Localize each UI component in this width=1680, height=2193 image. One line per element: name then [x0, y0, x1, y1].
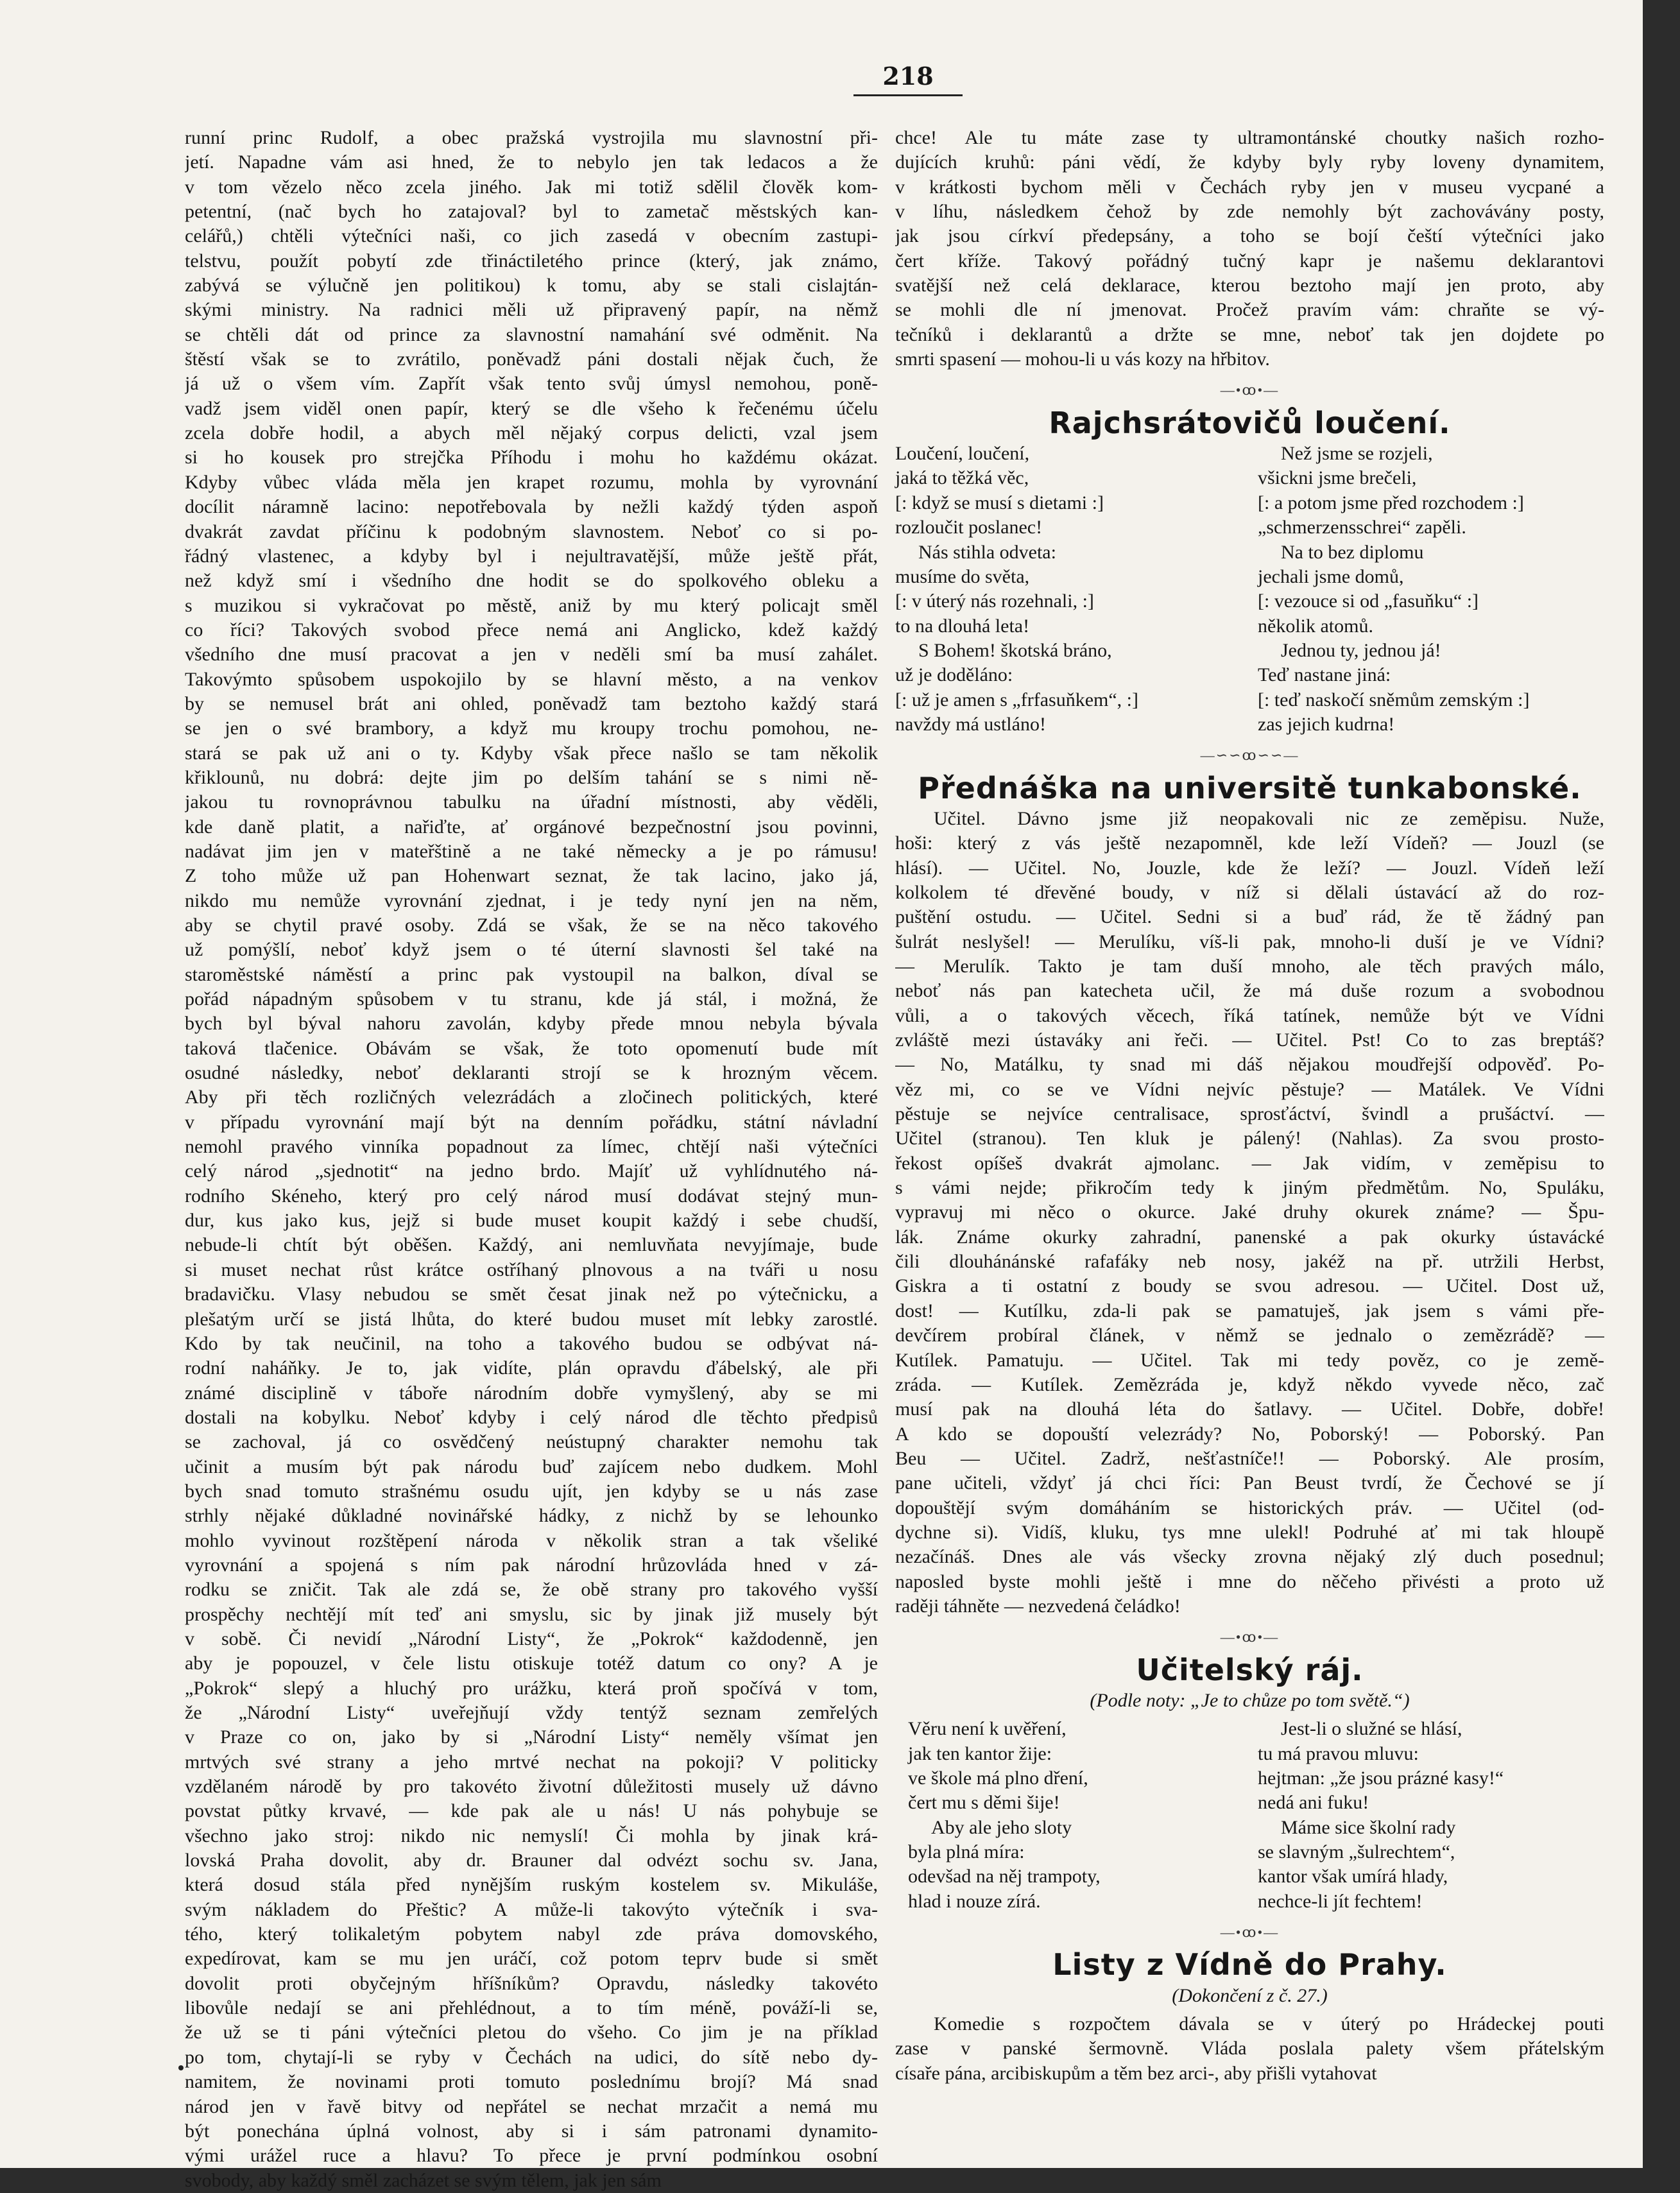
- text-line: svobody, aby každý směl zacházet se svým tělem, jak jen sám: [185, 2169, 662, 2191]
- verse-line: [: v úterý nás rozehnali, :]: [895, 590, 1094, 612]
- text-line: raději táhněte — nezvedená čeládko!: [895, 1595, 1181, 1617]
- verse-line: [: když se musí s dietami :]: [895, 492, 1104, 513]
- ornament-divider: —•ꝏ•—: [1220, 1629, 1280, 1646]
- verse-line: Nás stihla odveta:: [918, 541, 1056, 563]
- text-line: dopouštějí svým domáháním se historických práv. — Učitel (od-: [895, 1497, 1604, 1518]
- text-line: hlásí). — Učitel. No, Jouzle, kde že leží? — Jouzl. Vídeň leží: [895, 857, 1604, 879]
- text-line: Giskra a ti ostatní z boudy se svou adresou. — Učitel. Dost už,: [895, 1275, 1604, 1297]
- verse-line: Věru není k uvěření,: [908, 1718, 1067, 1740]
- verse-line: odevšad na něj trampoty,: [908, 1866, 1101, 1888]
- poem-teacher: [895, 1717, 1604, 1914]
- text-line: nadávat jim jen v mateřštině a ne také německy a je po rámusu!: [185, 840, 878, 862]
- text-line: jakou tu rovnoprávnou tabulku na úřadní místnosti, aby věděli,: [185, 791, 878, 813]
- text-line: Kdo by tak neučinil, na toho a takového budou se odbývat ná-: [185, 1332, 878, 1354]
- text-line: učinit a musím být pak národu buď zajícem nebo dudkem. Mohl: [185, 1456, 878, 1477]
- text-line: dychne si). Vidíš, kluku, tys mne ulekl! Podruhé ať mi tak hloupě: [895, 1521, 1604, 1543]
- text-line: Kdyby vůbec vláda měla jen krapet rozumu, mohla by vyrovnání: [185, 471, 878, 493]
- verse-line: hejtman: „že jsou prázné kasy!“: [1258, 1767, 1504, 1789]
- verse-line: kantor však umírá hlady,: [1258, 1866, 1448, 1888]
- verse-line: [: a potom jsme před rozchodem :]: [1258, 492, 1524, 513]
- verse-line: Než jsme se rozjeli,: [1281, 443, 1433, 465]
- text-line: si ho kousek pro strejčka Příhodu i mohu ho každému okázat.: [185, 447, 878, 469]
- text-line: Beu — Učitel. Zadrž, nešťastníče!! — Poborský. Ale prosím,: [895, 1447, 1604, 1469]
- text-line: štěstí však se to zvrátilo, poněvadž páni dostali nějak čuch, že: [185, 348, 878, 370]
- text-line: se zachoval, já co osvědčený neústupný charakter nemohu tak: [185, 1431, 878, 1453]
- text-line: jak jsou církví předepsány, a toho se bojí čeští výtečníci jako: [895, 225, 1604, 247]
- text-line: si muset nechat růst krátce ostříhaný plnovous a na tváři u nosu: [185, 1259, 878, 1280]
- poem-column-right: [1258, 1717, 1604, 1914]
- text-line: taková tlačenice. Obávám se však, že toto opomenutí bude mít: [185, 1037, 878, 1059]
- text-line: zase v panské šermovně. Vláda poslala palety všem přátelským: [895, 2038, 1604, 2060]
- text-line: vadž jsem viděl onen papír, který se dle všeho k řečenému účelu: [185, 397, 878, 419]
- text-line: stará se pak už ani o ty. Kdyby však přece našlo se tam několik: [185, 742, 878, 764]
- text-line: by se nemusel brát ani ohled, poněvadž tam beztoho každý stará: [185, 692, 878, 714]
- verse-line: čert mu s děmi šije!: [908, 1792, 1060, 1814]
- text-line: dovolit proti obyčejným hříšníkům? Opravdu, následky takovéto: [185, 1972, 878, 1994]
- text-line: mrtvých své strany a jeho mrtvé nechat na pokoji? V politicky: [185, 1751, 878, 1773]
- text-line: řádný vlastenec, a kdyby byl i nejultravatější, může ještě přát,: [185, 545, 878, 567]
- verse-line: Loučení, loučení,: [895, 443, 1030, 465]
- text-line: bych byl býval nahoru zavolán, kdyby přede mnou nebyla bývala: [185, 1013, 878, 1035]
- text-line: aby se chytil pravé osoby. Zdá se však, že se na něco takového: [185, 915, 878, 936]
- text-line: neboť nás pan katecheta učil, že má duše rozum a svobodnou: [895, 980, 1604, 1002]
- text-line: rodního Skéneho, který pro celý národ musí dodávat stejný mun-: [185, 1185, 878, 1207]
- text-line: Učitel (stranou). Ten kluk je pálený! (Nahlas). Za svou prosto-: [895, 1128, 1604, 1149]
- text-line: mohlo vyvinout rozštěpení národa v několik stran a tak všeliké: [185, 1529, 878, 1551]
- text-line: dur, kus jako kus, jejž si bude muset koupit každý i sebe chudší,: [185, 1210, 878, 1232]
- text-line: strhly nějaké důkladné novinářské hádky, z nichž by se lehounko: [185, 1505, 878, 1527]
- text-line: puštění ostudu. — Učitel. Sedni si a buď rád, že tě žádný pan: [895, 906, 1604, 928]
- text-line: libovůle nedají se ani přehlédnout, a to tím méně, pováží-li se,: [185, 1997, 878, 2019]
- text-line: řekost opíšeš dvakrát ajmolanc. — Jak vidím, v zeměpisu to: [895, 1152, 1604, 1174]
- text-line: křiklounů, nu dobrá: dejte jim po delším tahání se s nimi ně-: [185, 766, 878, 788]
- text-line: aby je popouzel, v čele listu otiskuje totéž datum co ony? A je: [185, 1653, 878, 1674]
- text-line: celářů,) chtěli výtečníci naši, co jich zasedá v obecním zastupi-: [185, 225, 878, 247]
- verse-line: navždy má ustláno!: [895, 713, 1046, 735]
- text-line: šulrát neslyšel! — Merulíku, víš-li pak, mnoho-li duší je ve Vídni?: [895, 931, 1604, 952]
- text-line: rodku se zničit. Tak ale zdá se, že obě strany pro takového vyšší: [185, 1579, 878, 1601]
- text-line: jetí. Napadne vám asi hned, že to nebylo jen tak ledacos a že: [185, 151, 878, 173]
- verse-line: byla plná míra:: [908, 1841, 1025, 1863]
- section-title: Rajchsrátovičů loučení.: [1049, 405, 1451, 440]
- text-line: osudné následky, neboť deklaranti strojí se k hrozným věcem.: [185, 1062, 878, 1084]
- text-line: plešatým určí se jistá lhůta, do které budou muset mít lebky zarostlé.: [185, 1308, 878, 1330]
- letters-text: [895, 2012, 1604, 2086]
- text-line: bradavičku. Vlasy nebudou se smět česat jinak než po výtečnicku, a: [185, 1284, 878, 1305]
- text-line: hoši: který z vás ještě nezapomněl, kde leží Vídeň? — Jouzl (se: [895, 832, 1604, 854]
- text-line: čili dlouhánánské rafafáky neb nosy, jakéž na př. utržili Herbst,: [895, 1251, 1604, 1273]
- text-line: svým nákladem do Přeštic? A může-li takovýto výtečník i sva-: [185, 1898, 878, 1920]
- text-line: povstat půtky krvavé, — kde pak ale u nás! U nás pohybuje se: [185, 1800, 878, 1822]
- text-line: chce! Ale tu máte zase ty ultramontánské choutky našich rozho-: [895, 127, 1604, 148]
- section-title: Učitelský ráj.: [1136, 1652, 1364, 1687]
- text-line: která dosud stála před nynějším ruským kostelem sv. Mikuláše,: [185, 1874, 878, 1896]
- text-line: pořád nápadným spůsobem v tu stranu, kde já stál, i možná, že: [185, 988, 878, 1010]
- text-line: být ponechána úplná volnost, aby si i sám patronami dynamito-: [185, 2120, 878, 2142]
- text-line: Takovýmto spůsobem uspokojilo by se hlavní město, a na venkov: [185, 668, 878, 690]
- text-line: se jen o své brambory, a když mu kroupy trochu pomohou, ne-: [185, 718, 878, 739]
- text-line: petentní, (nač bych ho zatajoval? byl to zametač městských kan-: [185, 201, 878, 223]
- text-line: se chtěli dát od prince za slavnostní namahání své odměnit. Na: [185, 323, 878, 345]
- verse-line: ve škole má plno dření,: [908, 1767, 1088, 1789]
- page-number: 218: [853, 62, 963, 96]
- verse-line: [: teď naskočí sněmům zemským :]: [1258, 689, 1530, 710]
- text-line: bych snad tomuto strašnému osudu ujít, jen kdyby se u nás zase: [185, 1480, 878, 1502]
- text-line: lovská Praha dovolit, aby dr. Brauner dal odvézt sochu sv. Jana,: [185, 1850, 878, 1871]
- text-line: vyrovnání a spojená s ním pak národní hrůzovláda hned v zá-: [185, 1554, 878, 1576]
- section-subtitle: (Dokončení z č. 27.): [1172, 1984, 1328, 2006]
- text-line: v případu vyrovnání mají být na denním pořádku, státní návladní: [185, 1111, 878, 1133]
- verse-line: „schmerzensschrei“ zapěli.: [1258, 517, 1466, 538]
- text-line: dost! — Kutílku, zda-li pak se pamatuješ, jak jsem s vámi pře-: [895, 1300, 1604, 1321]
- verse-line: tu má pravou mluvu:: [1258, 1742, 1419, 1764]
- text-line: dujících kruhů: páni vědí, že kdyby byly ryby loveny dynamitem,: [895, 151, 1604, 173]
- text-line: dostali na kobylku. Neboť kdyby i celý národ dle těchto předpisů: [185, 1406, 878, 1428]
- text-line: vypravuj mi něco o okurce. Jaké druhy okurek známe? — Špu-: [895, 1201, 1604, 1223]
- text-line: v Praze co on, jako by si „Národní Listy“ neměly všímat jen: [185, 1726, 878, 1748]
- text-line: Komedie s rozpočtem dávala se v úterý po Hrádeckej pouti: [934, 2013, 1604, 2035]
- verse-line: jechali jsme domů,: [1258, 565, 1404, 587]
- text-line: Aby při těch rozličných velezrádách a zločinech politických, které: [185, 1087, 878, 1108]
- text-line: co říci? Takových svobod přece nemá ani Anglicko, kdež každý: [185, 619, 878, 641]
- margin-dot: [178, 2065, 184, 2070]
- verse-line: Na to bez diplomu: [1281, 541, 1424, 563]
- text-line: tého, který tolikaletým pobytem nabyl zde práva domovského,: [185, 1923, 878, 1945]
- poem-farewell: [895, 442, 1604, 737]
- verse-line: Jednou ty, jednou já!: [1281, 639, 1441, 661]
- verse-line: to na dlouhá leta!: [895, 615, 1030, 637]
- text-line: známé disciplině v táboře národním dobře vymyšlený, aby se mi: [185, 1382, 878, 1404]
- text-line: zcela dobře hodil, a abych měl nějaký corpus delicti, vzal jsem: [185, 422, 878, 444]
- text-line: s muzikou si vykračovat po městě, aniž by mu který policajt směl: [185, 594, 878, 616]
- text-line: národ jen v řavě bitvy od nepřátel se nechat mrzačit a nemá mu: [185, 2095, 878, 2117]
- text-line: tečníků i deklarantů a držte se mne, neboť tak jen dojdete po: [895, 323, 1604, 345]
- text-line: telstvu, použít pobytí zde třináctiletého prince (který, jak známo,: [185, 250, 878, 271]
- text-line: Kutílek. Pamatuju. — Učitel. Tak mi tedy pověz, co je země-: [895, 1349, 1604, 1371]
- verse-line: rozloučit poslanec!: [895, 517, 1043, 538]
- text-line: zvláště mezi ústaváky ani řeči. — Učitel. Pst! Co to zas breptáš?: [895, 1029, 1604, 1051]
- text-line: devčírem probíral článek, v němž se jednalo o zemězrádě? —: [895, 1325, 1604, 1346]
- ornament-divider: —∽∽ꝏ∽∽—: [1200, 747, 1299, 764]
- section-title: Listy z Vídně do Prahy.: [1052, 1947, 1447, 1982]
- text-line: docílit náramně lacino: nepotřebovala by nežli každý týden aspoň: [185, 496, 878, 518]
- text-line: já už o všem vím. Zapřít však tento svůj úmysl nemohou, poně-: [185, 373, 878, 395]
- text-line: naposled byste mohli ještě i mne do něčeho přivésti a proto už: [895, 1570, 1604, 1592]
- poem-column-left: [895, 442, 1235, 737]
- verse-line: hlad i nouze zírá.: [908, 1890, 1041, 1912]
- text-line: nezačínáš. Dnes ale vás všecky zrovna nějaký zlý duch posednul;: [895, 1546, 1604, 1568]
- text-line: lák. Známe okurky zahradní, panenské a pak okurky ústavácké: [895, 1226, 1604, 1248]
- ornament-divider: —•ꝏ•—: [1220, 382, 1280, 399]
- verse-line: Teď nastane jiná:: [1258, 664, 1391, 686]
- text-line: se mohli dle ní jmenovat. Pročež pravím vám: chraňte se vý-: [895, 299, 1604, 321]
- verse-line: jak ten kantor žije:: [908, 1742, 1052, 1764]
- verse-line: Máme sice školní rady: [1281, 1816, 1456, 1838]
- text-line: — Merulík. Takto je tam duší mnoho, ale těch pravých málo,: [895, 956, 1604, 977]
- text-line: zráda. — Kutílek. Zemězráda je, když někdo vyvede něco, zač: [895, 1373, 1604, 1395]
- verse-line: musíme do světa,: [895, 565, 1030, 587]
- verse-line: S Bohem! škotská bráno,: [918, 639, 1112, 661]
- text-line: že „Národní Listy“ uveřejňují vždy tentýž seznam zemřelých: [185, 1702, 878, 1723]
- verse-line: několik atomů.: [1258, 615, 1373, 637]
- text-line: věz mi, co se ve Vídni nejvíc pěstuje? — Matálek. Ve Vídni: [895, 1078, 1604, 1100]
- text-line: skými ministry. Na radnici měli už připravený papír, na němž: [185, 299, 878, 321]
- verse-line: nechce-li jít fechtem!: [1258, 1890, 1423, 1912]
- verse-line: [: už je amen s „frfasuňkem“, :]: [895, 689, 1138, 710]
- section-subtitle: (Podle noty: „Je to chůze po tom světě.“): [1090, 1689, 1410, 1711]
- text-line: všechno jako stroj: nikdo nic nemyslí! Či mohla by jinak krá-: [185, 1825, 878, 1846]
- text-line: runní princ Rudolf, a obec pražská vystrojila mu slavnostní při-: [185, 127, 878, 148]
- text-line: všedního dne musí pracovat a jen v neděli smí ba musí zahálet.: [185, 644, 878, 666]
- verse-line: [: vezouce si od „fasuňku“ :]: [1258, 590, 1479, 612]
- lecture-dialogue: [895, 807, 1604, 1619]
- verse-line: Aby ale jeho sloty: [931, 1816, 1072, 1838]
- text-line: dvakrát zavdat příčinu k podobným slavnostem. Neboť co si po-: [185, 520, 878, 542]
- verse-line: všickni jsme brečeli,: [1258, 467, 1417, 489]
- verse-line: jaká to těžká věc,: [895, 467, 1029, 489]
- text-line: expedírovat, kam se mu jen uráčí, což potom teprv bude si smět: [185, 1948, 878, 1970]
- poem-column-left: [895, 1717, 1242, 1914]
- verse-line: zas jejich kudrna!: [1258, 713, 1395, 735]
- text-line: namitem, že novinami proti tomuto poslednímu brojí? Má snad: [185, 2071, 878, 2093]
- poem-column-right: [1258, 442, 1604, 737]
- text-line: vými urážel ruce a hlavu? To přece je první podmínkou osobní: [185, 2145, 878, 2167]
- text-line: v sobě. Či nevidí „Národní Listy“, že „Pokrok“ každodenně, jen: [185, 1628, 878, 1649]
- text-line: pěstuje se nejvíce centralisace, sprosťáctví, švindl a prušáctví. —: [895, 1103, 1604, 1125]
- text-line: v krátkosti bychom měli v Čechách ryby jen v museu vycpané a: [895, 176, 1604, 198]
- right-column: [895, 126, 1604, 2086]
- text-line: než když smí i všedního dne hodit se do spolkového obleku a: [185, 570, 878, 592]
- text-line: Učitel. Dávno jsme již neopakovali nic ze zeměpisu. Nuže,: [934, 807, 1604, 829]
- text-line: nikdo mu nemůže vyrovnání zjednat, i je tedy nyní jen na něm,: [185, 890, 878, 911]
- text-line: svatější než celá deklarace, kterou beztoho mají jen proto, aby: [895, 275, 1604, 297]
- text-line: rodní naháňky. Je to, jak vidíte, plán opravdu ďábelský, ale při: [185, 1357, 878, 1379]
- text-line: celý národ „sjednotit“ na jedno brdo. Majíť už vyhlídnutého ná-: [185, 1160, 878, 1182]
- text-line: po tom, chytají-li se ryby v Čechách na udici, do sítě nebo dy-: [185, 2046, 878, 2068]
- text-line: kolkolem té dřevěné boudy, v níž si dělali ústavácí až do roz-: [895, 881, 1604, 903]
- text-line: „Pokrok“ slepý a hluchý pro urážku, která proň spočívá v tom,: [185, 1677, 878, 1699]
- text-line: že už se ti páni výtečníci pletou do všeho. Co jim je na příklad: [185, 2022, 878, 2043]
- text-line: prospěchy nechtějí mít teď ani smyslu, sic by jinak již musely být: [185, 1603, 878, 1625]
- text-line: nemohl pravého vinníka popadnout za límec, chtějí naši výtečníci: [185, 1136, 878, 1158]
- text-line: v líhu, následkem čehož by zde nemohly být zachovávány posty,: [895, 201, 1604, 223]
- text-line: — No, Matálku, ty snad mi dáš nějakou moudřejší odpověď. Po-: [895, 1054, 1604, 1076]
- left-column: [185, 126, 878, 2193]
- text-line: vzdělaném národě by pro takovéto životní důležitosti musely už dávno: [185, 1776, 878, 1798]
- verse-line: už je doděláno:: [895, 664, 1013, 686]
- text-line: staroměstské náměstí a princ pak vystoupil na balkon, díval se: [185, 963, 878, 985]
- verse-line: se slavným „šulrechtem“,: [1258, 1841, 1455, 1863]
- text-line: Z toho může už pan Hohenwart seznat, že tak lacino, jako já,: [185, 865, 878, 887]
- verse-line: Jest-li o služné se hlásí,: [1281, 1718, 1462, 1740]
- text-line: císaře pána, arcibiskupům a těm bez arci-, aby přišli vytahovat: [895, 2062, 1377, 2084]
- text-line: smrti spasení — mohou-li u vás kozy na hřbitov.: [895, 348, 1270, 370]
- ornament-divider: —•ꝏ•—: [1220, 1924, 1280, 1941]
- right-column-intro: [895, 126, 1604, 372]
- text-line: v tom vězelo něco zcela jiného. Jak mi totiž sdělil člověk kom-: [185, 176, 878, 198]
- text-line: kde daně platit, a nařiďte, ať orgánové bezpečnostní jsou povinni,: [185, 816, 878, 838]
- text-line: pane učiteli, vždyť já chci říci: Pan Beust tvrdí, že Čechové se jí: [895, 1472, 1604, 1494]
- text-line: nebude-li chtít být oběšen. Každý, ani nemluvňata nevyjímaje, bude: [185, 1234, 878, 1256]
- section-title: Přednáška na universitě tunkabonské.: [918, 770, 1582, 805]
- text-line: vůli, a o takových věcech, říká tatínek, nemůže být ve Vídni: [895, 1004, 1604, 1026]
- text-line: A kdo se dopouští velezrády? No, Poborský! — Poborský. Pan: [895, 1423, 1604, 1445]
- text-line: s vámi nejde; přikročím tedy k jiným předmětům. No, Spuláku,: [895, 1177, 1604, 1199]
- text-line: čert kříže. Takový pořádný tučný kapr je našemu deklarantovi: [895, 250, 1604, 271]
- text-line: už pomýšlí, neboť když jsem o té úterní slavnosti šel také na: [185, 939, 878, 961]
- text-line: musí pak na dlouhá léta do šatlavy. — Učitel. Dobře, dobře!: [895, 1398, 1604, 1420]
- verse-line: nedá ani fuku!: [1258, 1792, 1369, 1814]
- text-line: zabývá se výlučně jen politikou) k tomu, aby se stali cislajtán-: [185, 275, 878, 297]
